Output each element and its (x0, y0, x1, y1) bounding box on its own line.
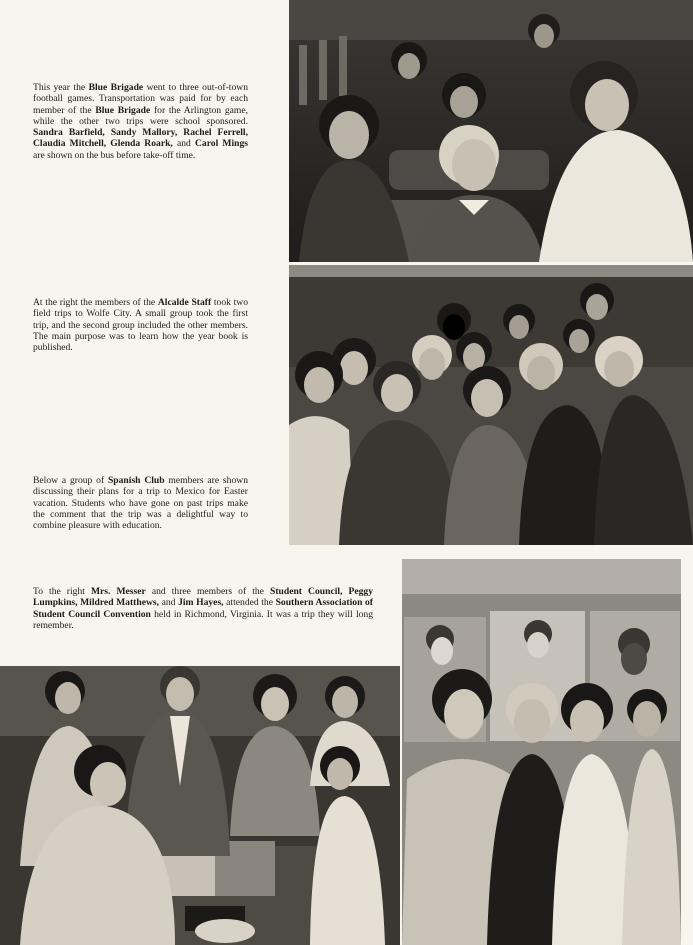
council-caption: To the right Mrs. Messer and three members of the Student Council, Peggy Lumpkins, Mildred Matthews, and Jim Hayes, attended the Southern Association of Student Council Convention held in Richmond, Virginia. It was a trip they will long remember. (33, 586, 374, 631)
spanish-caption: Below a group of Spanish Club members are shown discussing their plans for a trip to Mexico for Easter vacation. Students who have gone on past trips make the comment that the trip was a delightful way to combine pleasure with education. (33, 475, 248, 532)
spanish-club-photo (0, 666, 400, 945)
bus-photo (289, 0, 693, 262)
alcalde-staff-photo (289, 265, 693, 545)
alcalde-staff-photo-image (289, 265, 693, 545)
bus-photo-image (289, 0, 693, 262)
spanish-club-photo-image (0, 666, 400, 945)
alcalde-caption: At the right the members of the Alcalde Staff took two field trips to Wolfe City. A small group took the first trip, and the second group included the other members. The main purpose was to learn how the year book is published. (33, 297, 248, 354)
student-council-photo (402, 559, 681, 945)
student-council-photo-image (402, 559, 681, 945)
bus-caption: This year the Blue Brigade went to three out-of-town football games. Transportation was paid for by each member of the Blue Brigade for the Arlington game, while the other two trips were school sponsored. Sandra Barfield, Sandy Mallory, Rachel Ferrell, Claudia Mitchell, Glenda Roark, and Carol Mings are shown on the bus before take-off time. (33, 82, 248, 161)
